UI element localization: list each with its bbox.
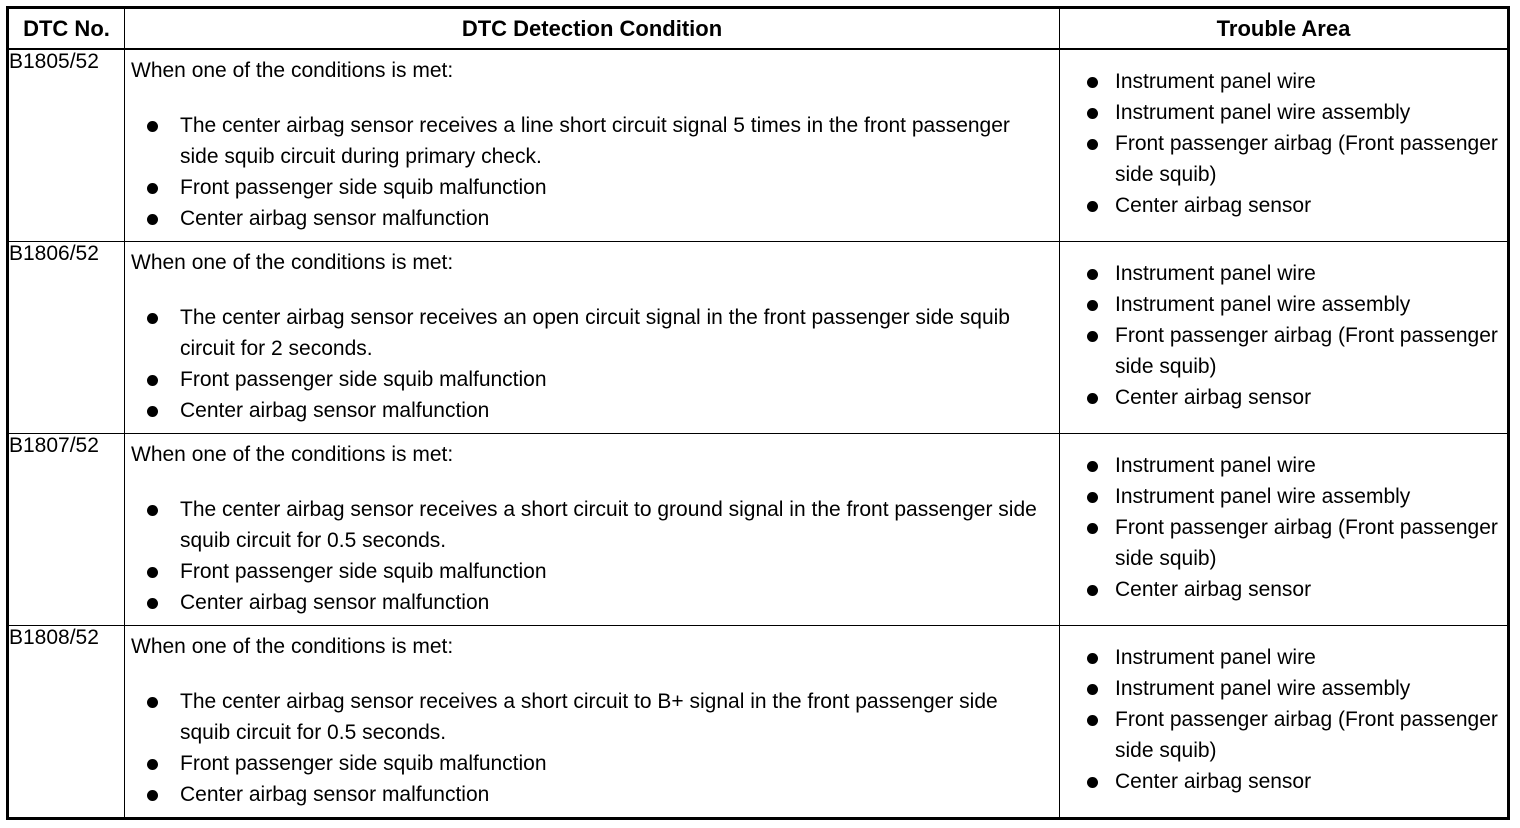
table-row (8, 626, 1509, 819)
condition-text: The center airbag sensor receives a line short circuit signal 5 times in the front passenger side squib circuit during primary check. (180, 114, 1010, 168)
bullet-icon (1087, 777, 1098, 788)
bullet-icon (1087, 331, 1098, 342)
trouble-area-cell (1060, 242, 1509, 434)
bullet-icon (147, 759, 158, 770)
condition-text: Front passenger side squib malfunction (180, 752, 547, 775)
bullet-icon (1087, 461, 1098, 472)
list-item (1060, 673, 1507, 704)
condition-text: Center airbag sensor malfunction (180, 207, 490, 230)
dtc-code: B1808/52 (8, 626, 125, 819)
bullet-icon (147, 183, 158, 194)
area-text: Instrument panel wire (1115, 70, 1316, 93)
list-item (125, 556, 1059, 587)
area-text: Center airbag sensor (1115, 194, 1312, 217)
condition-text: The center airbag sensor receives a short circuit to B+ signal in the front passenger side squib circuit for 0.5 seconds. (180, 690, 998, 744)
area-text: Instrument panel wire assembly (1115, 677, 1411, 700)
list-item (125, 364, 1059, 395)
detection-condition-cell (125, 434, 1060, 626)
list-item (1060, 128, 1507, 190)
detection-condition-cell (125, 242, 1060, 434)
trouble-area-cell (1060, 49, 1509, 242)
list-item (1060, 512, 1507, 574)
area-text: Center airbag sensor (1115, 386, 1312, 409)
bullet-icon (1087, 393, 1098, 404)
condition-text: Center airbag sensor malfunction (180, 783, 490, 806)
list-item (125, 110, 1059, 172)
trouble-area-list (1060, 258, 1507, 413)
header-trouble-area: Trouble Area (1060, 8, 1509, 50)
bullet-icon (1087, 523, 1098, 534)
bullet-icon (1087, 653, 1098, 664)
header-dtc-no: DTC No. (8, 8, 125, 50)
condition-list (125, 302, 1059, 426)
condition-list (125, 110, 1059, 234)
bullet-icon (147, 505, 158, 516)
table-row (8, 434, 1509, 626)
bullet-icon (147, 697, 158, 708)
condition-intro: When one of the conditions is met: (131, 251, 454, 274)
area-text: Center airbag sensor (1115, 578, 1312, 601)
trouble-area-list (1060, 450, 1507, 605)
table-row (8, 49, 1509, 242)
list-item (125, 302, 1059, 364)
bullet-icon (1087, 269, 1098, 280)
condition-text: Front passenger side squib malfunction (180, 176, 547, 199)
condition-text: The center airbag sensor receives an open circuit signal in the front passenger side squib circuit for 2 seconds. (180, 306, 1010, 360)
list-item (1060, 704, 1507, 766)
bullet-icon (1087, 492, 1098, 503)
trouble-area-cell (1060, 626, 1509, 819)
list-item (1060, 382, 1507, 413)
condition-intro: When one of the conditions is met: (131, 635, 454, 658)
condition-intro: When one of the conditions is met: (131, 443, 454, 466)
list-item (1060, 190, 1507, 221)
list-item (125, 587, 1059, 618)
dtc-code: B1806/52 (8, 242, 125, 434)
detection-condition-cell (125, 49, 1060, 242)
area-text: Front passenger airbag (Front passenger side squib) (1115, 324, 1498, 378)
area-text: Instrument panel wire (1115, 646, 1316, 669)
area-text: Front passenger airbag (Front passenger side squib) (1115, 516, 1498, 570)
bullet-icon (1087, 715, 1098, 726)
trouble-area-list (1060, 66, 1507, 221)
bullet-icon (147, 313, 158, 324)
list-item (1060, 258, 1507, 289)
list-item (125, 748, 1059, 779)
table-row (8, 242, 1509, 434)
bullet-icon (147, 121, 158, 132)
bullet-icon (147, 375, 158, 386)
condition-list (125, 686, 1059, 810)
dtc-code: B1807/52 (8, 434, 125, 626)
list-item (1060, 766, 1507, 797)
bullet-icon (147, 406, 158, 417)
list-item (1060, 481, 1507, 512)
condition-text: Center airbag sensor malfunction (180, 591, 490, 614)
list-item (1060, 66, 1507, 97)
dtc-code: B1805/52 (8, 49, 125, 242)
list-item (125, 172, 1059, 203)
bullet-icon (147, 790, 158, 801)
header-row (8, 8, 1509, 50)
bullet-icon (147, 214, 158, 225)
list-item (1060, 320, 1507, 382)
bullet-icon (1087, 77, 1098, 88)
list-item (125, 203, 1059, 234)
area-text: Instrument panel wire (1115, 454, 1316, 477)
list-item (1060, 574, 1507, 605)
condition-text: Center airbag sensor malfunction (180, 399, 490, 422)
bullet-icon (1087, 108, 1098, 119)
header-detection-condition: DTC Detection Condition (125, 8, 1060, 50)
bullet-icon (1087, 585, 1098, 596)
condition-text: The center airbag sensor receives a short circuit to ground signal in the front passenger side squib circuit for 0.5 seconds. (180, 498, 1037, 552)
list-item (125, 686, 1059, 748)
bullet-icon (1087, 201, 1098, 212)
area-text: Front passenger airbag (Front passenger side squib) (1115, 132, 1498, 186)
area-text: Front passenger airbag (Front passenger side squib) (1115, 708, 1498, 762)
list-item (1060, 97, 1507, 128)
detection-condition-cell (125, 626, 1060, 819)
condition-intro: When one of the conditions is met: (131, 59, 454, 82)
bullet-icon (1087, 684, 1098, 695)
list-item (1060, 289, 1507, 320)
dtc-table (6, 6, 1510, 820)
list-item (125, 395, 1059, 426)
area-text: Instrument panel wire assembly (1115, 293, 1411, 316)
area-text: Instrument panel wire assembly (1115, 485, 1411, 508)
area-text: Center airbag sensor (1115, 770, 1312, 793)
trouble-area-list (1060, 642, 1507, 797)
list-item (1060, 450, 1507, 481)
trouble-area-cell (1060, 434, 1509, 626)
list-item (1060, 642, 1507, 673)
bullet-icon (147, 567, 158, 578)
condition-list (125, 494, 1059, 618)
bullet-icon (147, 598, 158, 609)
area-text: Instrument panel wire (1115, 262, 1316, 285)
list-item (125, 494, 1059, 556)
list-item (125, 779, 1059, 810)
area-text: Instrument panel wire assembly (1115, 101, 1411, 124)
condition-text: Front passenger side squib malfunction (180, 368, 547, 391)
bullet-icon (1087, 300, 1098, 311)
condition-text: Front passenger side squib malfunction (180, 560, 547, 583)
bullet-icon (1087, 139, 1098, 150)
